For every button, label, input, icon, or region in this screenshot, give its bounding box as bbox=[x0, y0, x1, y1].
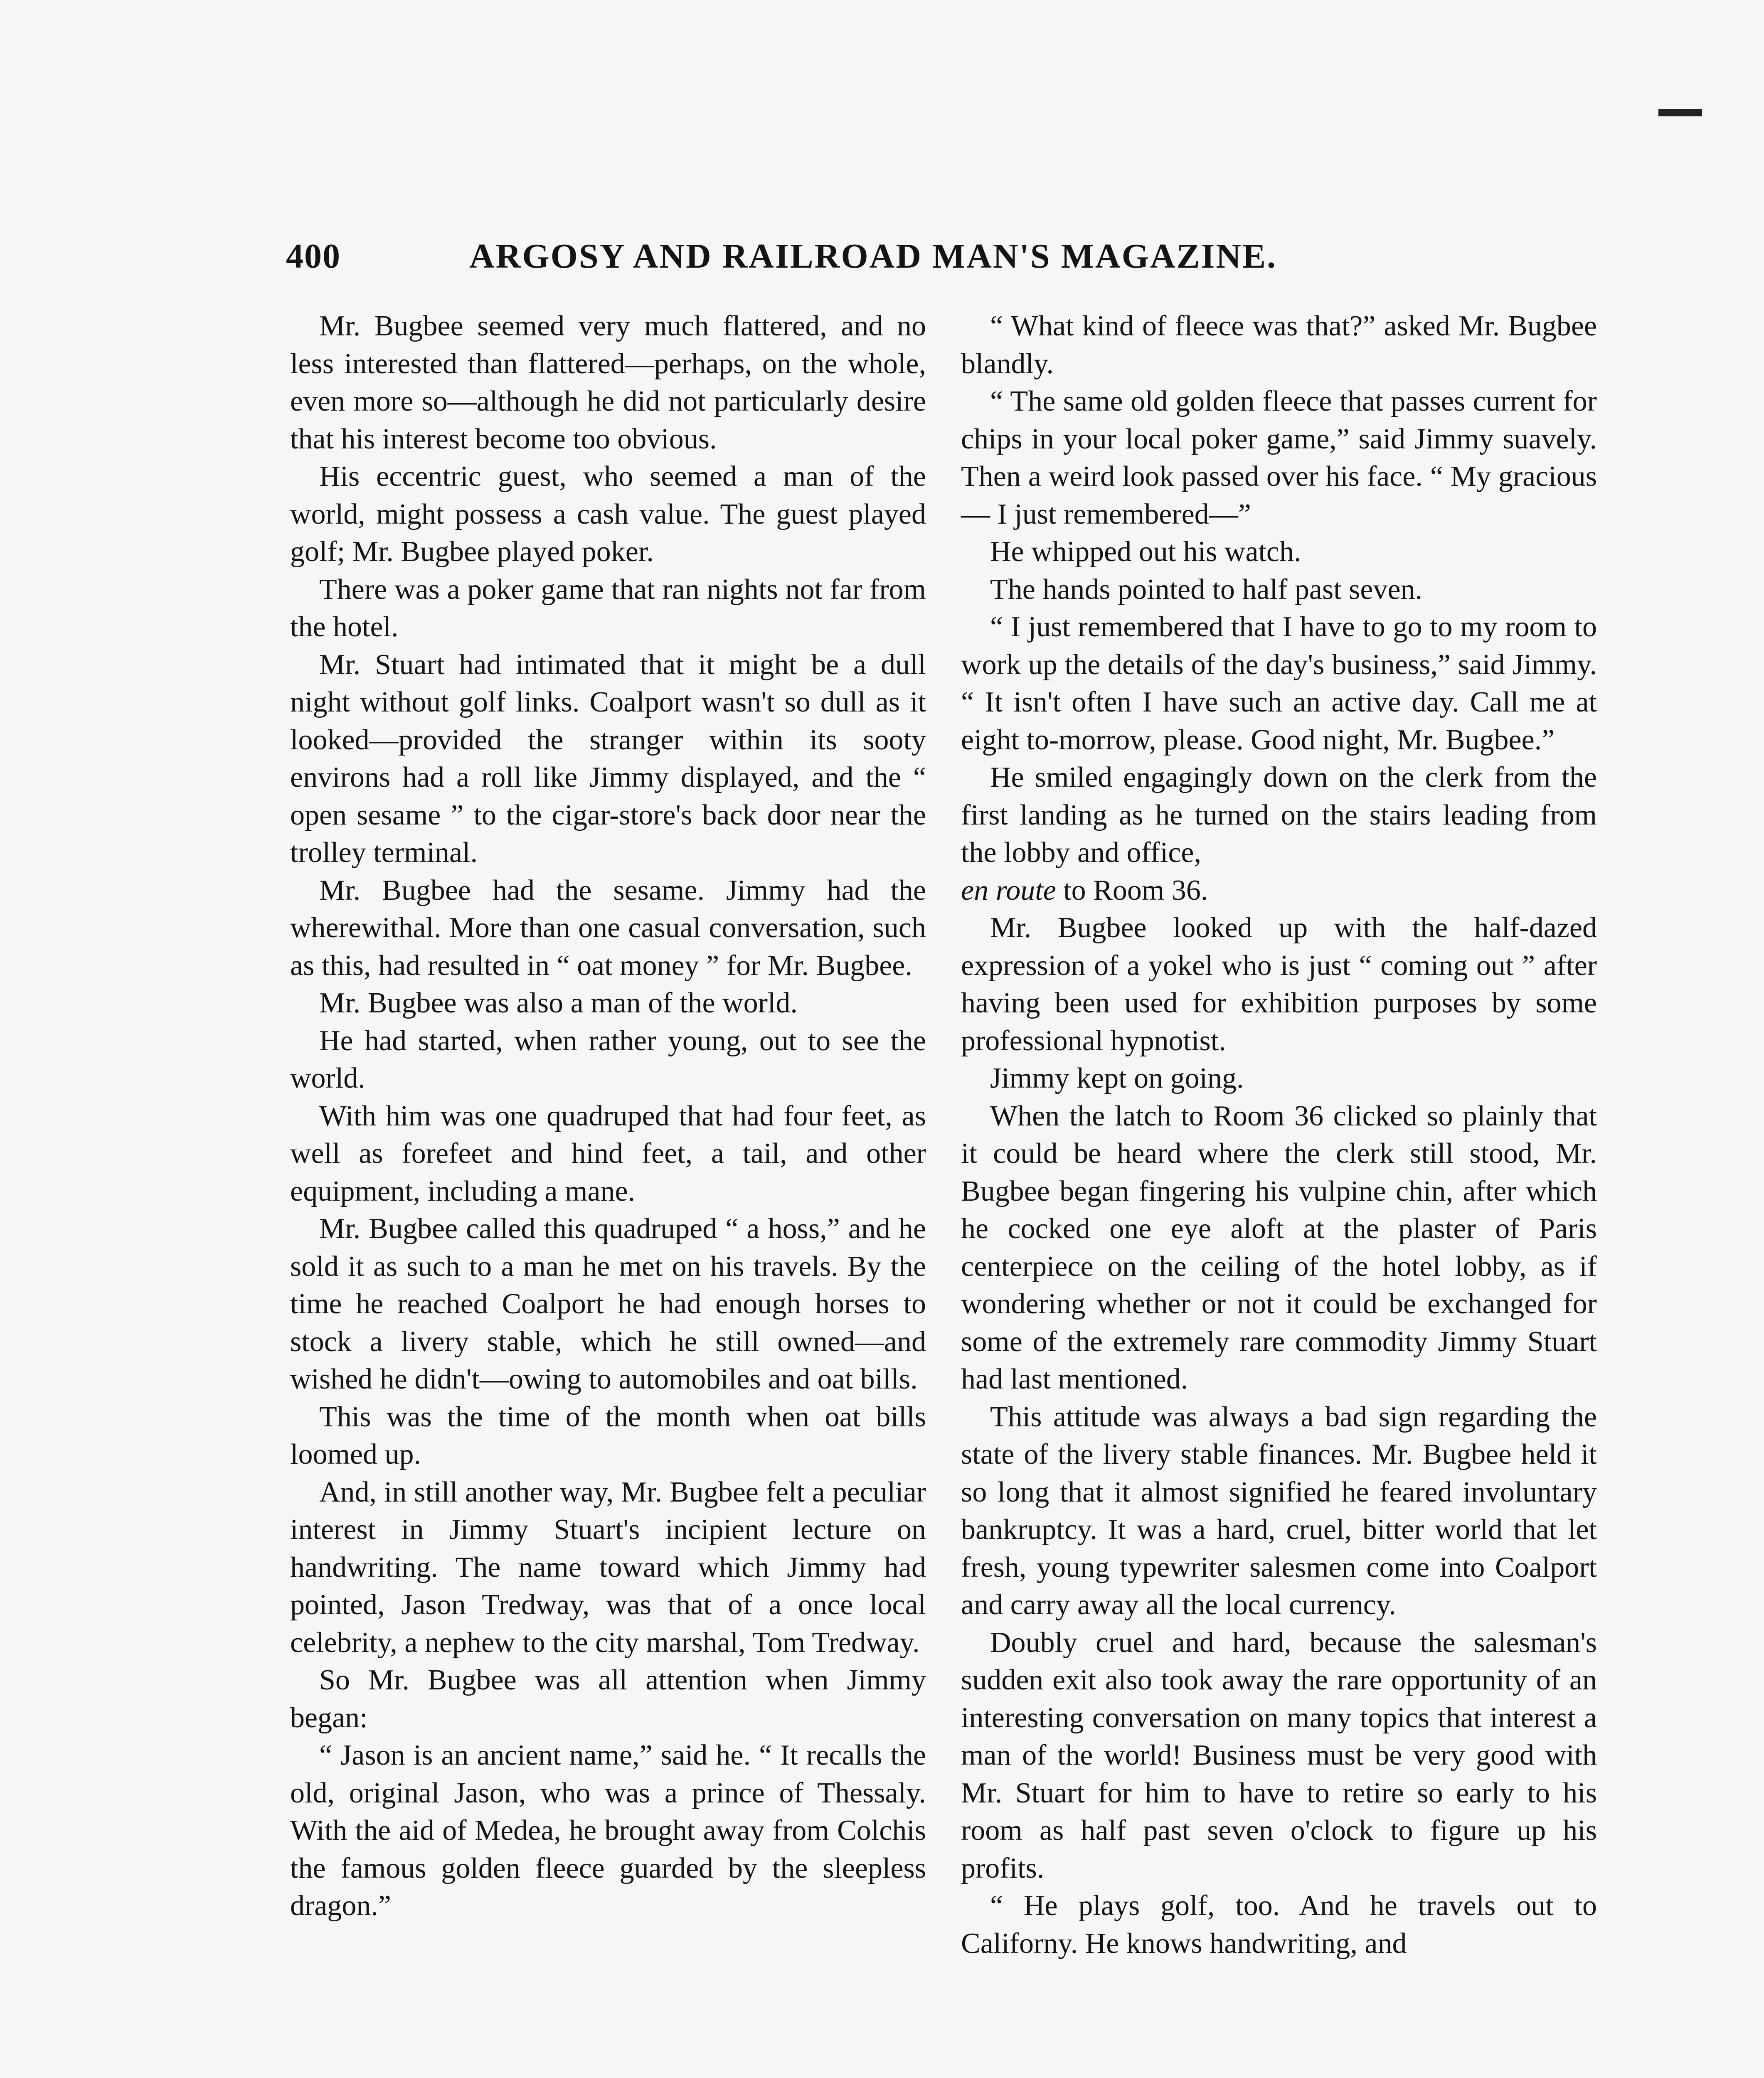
paragraph: And, in still another way, Mr. Bugbee felt a peculiar interest in Jimmy Stuart's incipient lecture on handwriting. The name toward which Jimmy had pointed, Jason Tredway, was that of a once local celebrity, a nephew to the city marshal, Tom Tredway. bbox=[290, 1476, 926, 1659]
paragraph: “ I just remembered that I have to go to my room to work up the details of the day's business,” said Jimmy. “ It isn't often I have such an active day. Call me at eight to-morrow, please. Good night, Mr. Bugbee.” bbox=[961, 611, 1597, 756]
left-column bbox=[290, 308, 926, 1925]
paragraph: “ Jason is an ancient name,” said he. “ It recalls the old, original Jason, who was a prince of Thessaly. With the aid of Medea, he brought away from Colchis the famous golden fleece guarded by the sleepless dragon.” bbox=[290, 1739, 926, 1922]
paragraph-text: to Room 36. bbox=[1056, 874, 1208, 906]
paragraph: This attitude was always a bad sign regarding the state of the livery stable finances. Mr. Bugbee held it so long that it almost signified he feared involuntary bankruptcy. It was a hard, cruel, bitter world that let fresh, young typewriter salesmen come into Coalport and carry away all the local currency. bbox=[961, 1401, 1597, 1621]
page-edge-mark bbox=[1658, 109, 1702, 116]
paragraph: His eccentric guest, who seemed a man of the world, might possess a cash value. The guest played golf; Mr. Bugbee played poker. bbox=[290, 460, 926, 568]
page-header bbox=[286, 233, 1352, 291]
paragraph: This was the time of the month when oat bills loomed up. bbox=[290, 1401, 926, 1470]
paragraph: “ He plays golf, too. And he travels out to Californy. He knows handwriting, and bbox=[961, 1890, 1597, 1960]
paragraph: Jimmy kept on going. bbox=[990, 1062, 1244, 1094]
paragraph: When the latch to Room 36 clicked so plainly that it could be heard where the clerk still stood, Mr. Bugbee began fingering his vulpine chin, after which he cocked one eye aloft at the plaster of Paris centerpiece on the ceiling of the hotel lobby, as if wondering whether or not it could be exchanged for some of the extremely rare commodity Jimmy Stuart had last mentioned. bbox=[961, 1100, 1597, 1395]
right-column bbox=[961, 308, 1597, 1962]
paragraph-text: He smiled engagingly down on the clerk from the first landing as he turned on the stairs leading from the lobby and office, bbox=[961, 761, 1597, 869]
paragraph: So Mr. Bugbee was all attention when Jimmy began: bbox=[290, 1664, 926, 1734]
page-number: 400 bbox=[286, 237, 341, 276]
paragraph: Mr. Bugbee had the sesame. Jimmy had the wherewithal. More than one casual conversation, such as this, had resulted in “ oat money ” for Mr. Bugbee. bbox=[290, 874, 926, 982]
paragraph: Mr. Bugbee looked up with the half-dazed expression of a yokel who is just “ coming out ” after having been used for exhibition purposes by some professional hypnotist. bbox=[961, 912, 1597, 1057]
italic-phrase: en route bbox=[961, 874, 1056, 906]
paragraph: He whipped out his watch. bbox=[990, 536, 1301, 568]
paragraph: Mr. Bugbee called this quadruped “ a hoss,” and he sold it as such to a man he met on his travels. By the time he reached Coalport he had enough horses to stock a livery stable, which he still owned—and wished he didn't—owing to automobiles and oat bills. bbox=[290, 1213, 926, 1395]
paragraph: There was a poker game that ran nights not far from the hotel. bbox=[290, 573, 926, 643]
paragraph: Mr. Bugbee was also a man of the world. bbox=[319, 987, 798, 1019]
paragraph: The hands pointed to half past seven. bbox=[990, 573, 1423, 606]
paragraph: Mr. Stuart had intimated that it might be a dull night without golf links. Coalport wasn't so dull as it looked—provided the stranger within its sooty environs had a roll like Jimmy displayed, and the “ open sesame ” to the cigar-store's back door near the trolley terminal. bbox=[290, 648, 926, 869]
paragraph: “ The same old golden fleece that passes current for chips in your local poker game,” said Jimmy suavely. Then a weird look passed over his face. “ My gracious — I just remembered—” bbox=[961, 385, 1597, 530]
paragraph: He had started, when rather young, out to see the world. bbox=[290, 1024, 926, 1094]
paragraph bbox=[961, 759, 1597, 909]
paragraph: “ What kind of fleece was that?” asked Mr. Bugbee blandly. bbox=[961, 310, 1597, 380]
running-title: ARGOSY AND RAILROAD MAN'S MAGAZINE. bbox=[469, 237, 1277, 276]
paragraph: With him was one quadruped that had four feet, as well as forefeet and hind feet, a tail, and other equipment, including a mane. bbox=[290, 1100, 926, 1207]
paragraph: Mr. Bugbee seemed very much flattered, and no less interested than flattered—perhaps, on the whole, even more so—although he did not particularly desire that his interest become too obvious. bbox=[290, 310, 926, 455]
paragraph: Doubly cruel and hard, because the salesman's sudden exit also took away the rare opportunity of an interesting conversation on many topics that interest a man of the world! Business must be very good with Mr. Stuart for him to have to retire so early to his room as half past seven o'clock to figure up his profits. bbox=[961, 1626, 1597, 1884]
